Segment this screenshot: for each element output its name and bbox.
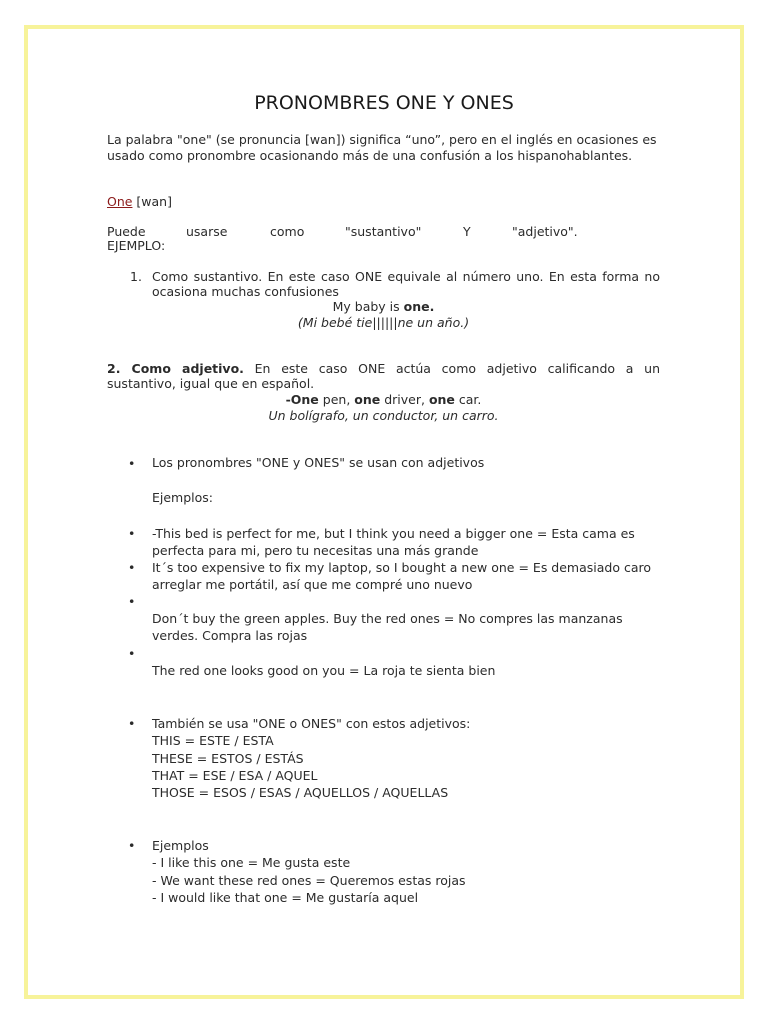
item1-example-text: My baby is bbox=[332, 299, 404, 314]
bullet-7-line: - I like this one = Me gusta este bbox=[152, 855, 351, 870]
puede-word-5: Y bbox=[463, 224, 471, 239]
item2-ex-part: -One bbox=[285, 392, 319, 407]
bullet-5-text: The red one looks good on you = La roja te sienta bien bbox=[152, 663, 496, 678]
bullet-7-line: - I would like that one = Me gustaría aquel bbox=[152, 890, 419, 905]
ejemplos-label: Ejemplos: bbox=[152, 490, 214, 505]
bullet-glyph: • bbox=[128, 594, 136, 609]
puede-word-2: usarse bbox=[186, 224, 228, 239]
bullet-glyph: • bbox=[128, 456, 136, 471]
one-pronunciation: [wan] bbox=[132, 194, 172, 209]
item2-ex-part: one bbox=[354, 392, 381, 407]
bullet-1-text: Los pronombres "ONE y ONES" se usan con adjetivos bbox=[152, 455, 485, 470]
bullet-2-line-1: -This bed is perfect for me, but I think you need a bigger one = Esta cama es bbox=[152, 526, 635, 541]
bullet-glyph: • bbox=[128, 716, 136, 731]
puede-word-4: "sustantivo" bbox=[345, 224, 422, 239]
item2-line-1-rest: En este caso ONE actúa como adjetivo calificando a un bbox=[243, 361, 660, 376]
puede-word-1: Puede bbox=[107, 224, 146, 239]
item2-ex-part: one bbox=[428, 392, 455, 407]
bullet-7-line: - We want these red ones = Queremos estas rojas bbox=[152, 873, 466, 888]
bullet-4-line-1: Don´t buy the green apples. Buy the red ones = No compres las manzanas bbox=[152, 611, 623, 626]
bullet-6-line: THIS = ESTE / ESTA bbox=[152, 733, 274, 748]
item1-line-2: ocasiona muchas confusiones bbox=[152, 284, 339, 299]
intro-line-2: usado como pronombre ocasionando más de una confusión a los hispanohablantes. bbox=[107, 148, 633, 163]
puede-word-6: "adjetivo". bbox=[512, 224, 578, 239]
item1-example bbox=[107, 299, 660, 315]
bullet-glyph: • bbox=[128, 526, 136, 541]
item1-translation: (Mi bebé tie||||||ne un año.) bbox=[297, 315, 470, 330]
item1-number: 1. bbox=[130, 269, 142, 284]
bullet-2-line-2: perfecta para mi, pero tu necesitas una más grande bbox=[152, 543, 479, 558]
item1-line-1: Como sustantivo. En este caso ONE equivale al número uno. En esta forma no bbox=[152, 269, 660, 284]
one-link[interactable]: One bbox=[107, 194, 133, 209]
bullet-3-line-1: It´s too expensive to fix my laptop, so I bought a new one = Es demasiado caro bbox=[152, 560, 652, 575]
item1-example-bold: one. bbox=[403, 299, 435, 314]
bullet-6-line: THESE = ESTOS / ESTÁS bbox=[152, 751, 304, 766]
bullet-6-line: THAT = ESE / ESA / AQUEL bbox=[152, 768, 318, 783]
item2-translation: Un bolígrafo, un conductor, un carro. bbox=[268, 408, 499, 423]
bullet-glyph: • bbox=[128, 838, 136, 853]
bullet-3-line-2: arreglar me portátil, así que me compré uno nuevo bbox=[152, 577, 473, 592]
item2-example bbox=[107, 392, 660, 408]
item2-line-2: sustantivo, igual que en español. bbox=[107, 376, 315, 391]
bullet-7-line: Ejemplos bbox=[152, 838, 209, 853]
bullet-6-line: También se usa "ONE o ONES" con estos adjetivos: bbox=[152, 716, 471, 731]
one-heading bbox=[107, 194, 172, 210]
item2-ex-part: pen, bbox=[318, 392, 355, 407]
bullet-4-line-2: verdes. Compra las rojas bbox=[152, 628, 308, 643]
item2-ex-part: driver, bbox=[380, 392, 429, 407]
item2-line-1 bbox=[107, 361, 660, 377]
intro-line-1: La palabra "one" (se pronuncia [wan]) significa “uno”, pero en el inglés en ocasiones es bbox=[107, 132, 657, 147]
puede-word-3: como bbox=[270, 224, 305, 239]
page-title: PRONOMBRES ONE Y ONES bbox=[254, 92, 514, 114]
bullet-glyph: • bbox=[128, 646, 136, 661]
item2-ex-part: car. bbox=[454, 392, 482, 407]
bullet-6-line: THOSE = ESOS / ESAS / AQUELLOS / AQUELLAS bbox=[152, 785, 449, 800]
item2-lead: 2. Como adjetivo. bbox=[107, 361, 244, 376]
bullet-glyph: • bbox=[128, 560, 136, 575]
ejemplo-label: EJEMPLO: bbox=[107, 238, 166, 253]
